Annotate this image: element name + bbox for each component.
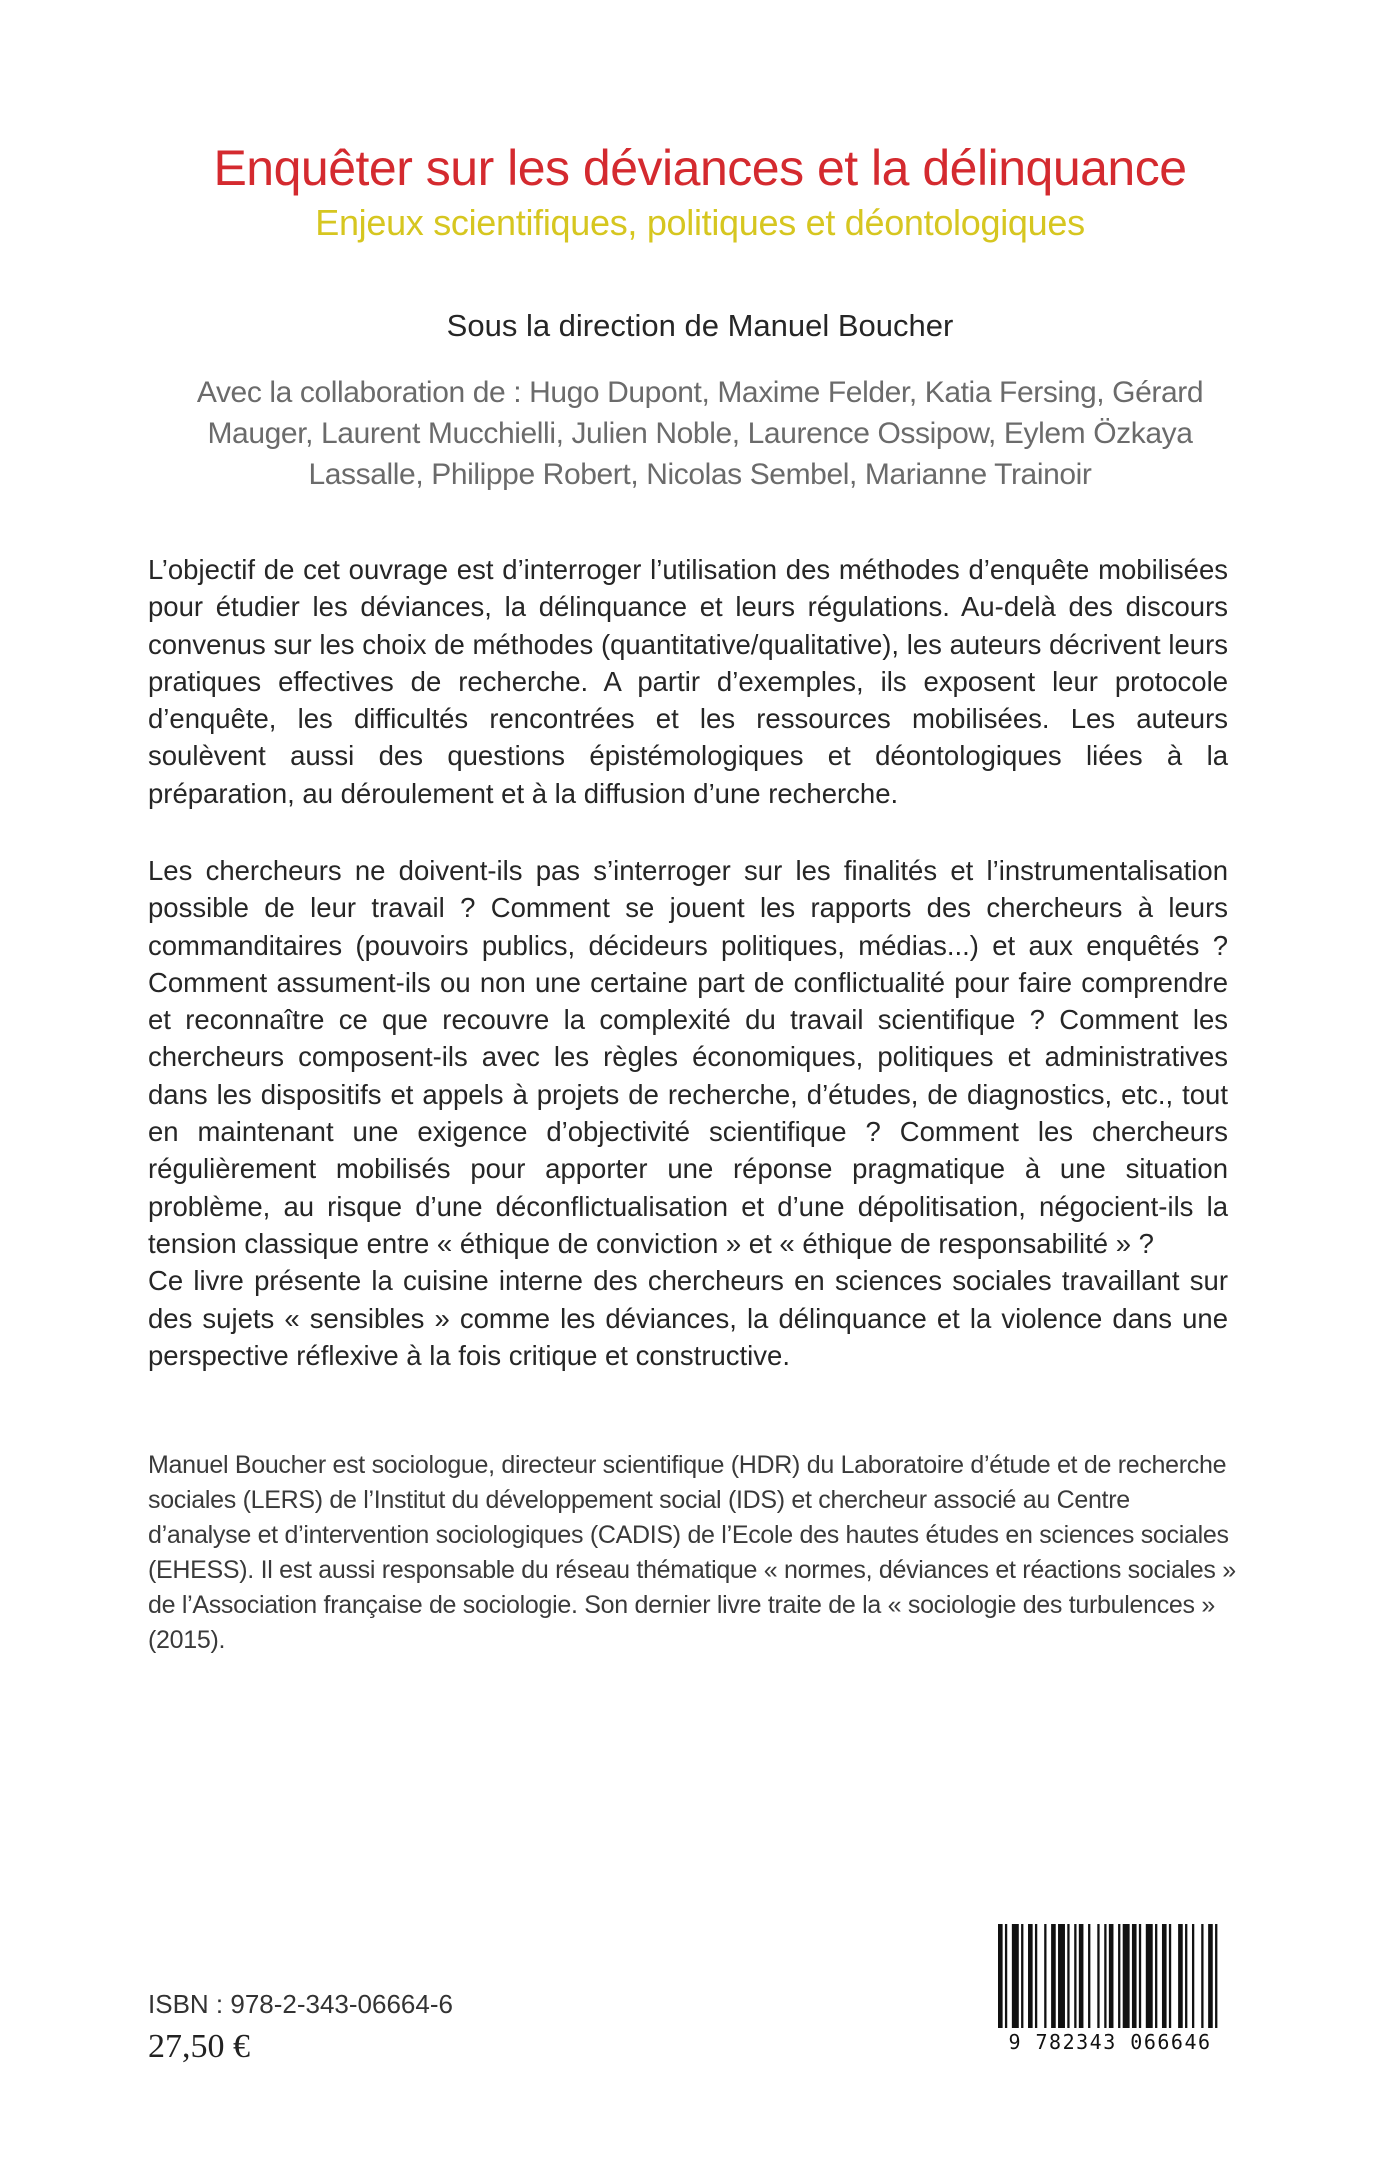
barcode-bar xyxy=(1123,1924,1130,2036)
barcode-bar xyxy=(1051,1924,1056,2036)
barcode-bar xyxy=(1079,1924,1084,2036)
barcode-bar xyxy=(1132,1924,1137,2036)
barcode-bar xyxy=(1067,1924,1069,2036)
barcode-bar xyxy=(1104,1924,1106,2036)
barcode-bar xyxy=(1021,1924,1023,2036)
book-subtitle: Enjeux scientifiques, politiques et déontologiques xyxy=(315,202,1085,243)
barcode-bar xyxy=(1185,1924,1187,2036)
barcode-bar xyxy=(1058,1924,1065,2036)
barcode-bar xyxy=(1146,1924,1153,2036)
summary-text-1: L’objectif de cet ouvrage est d’interroger l’utilisation des méthodes d’enquête mobilisées pour étudier les déviances, la délinquance et leurs régulations. Au-delà des discours convenus sur les choix de méthodes (quantitative/qualitative), les auteurs décrivent leurs pratiques effectives de recherche. A partir d’exemples, ils exposent leur protocole d’enquête, les difficultés rencontrées et les ressources mobilisées. Les auteurs soulèvent aussi des questions épistémologiques et déontologiques liées à la préparation, au déroulement et à la diffusion d’une recherche. xyxy=(148,554,1228,809)
barcode-bar xyxy=(1074,1924,1076,2036)
barcode-bar xyxy=(1178,1924,1183,2036)
price: 27,50 € xyxy=(148,2028,250,2065)
barcode-bar xyxy=(1012,1924,1019,2036)
barcode-bar xyxy=(1215,1924,1217,2036)
barcode-bars xyxy=(998,1924,1222,2036)
contributors-list: Avec la collaboration de : Hugo Dupont, Maxime Felder, Katia Fersing, Gérard Mauger, Laurent Mucchielli, Julien Noble, Laurence Ossipow, Eylem Özkaya Lassalle, Philippe Robert, Nicolas Sembel, Marianne Trainoir xyxy=(196,376,1204,491)
barcode-bar xyxy=(1118,1924,1120,2036)
summary-text-2: Les chercheurs ne doivent-ils pas s’interroger sur les finalités et l’instrumentalisation possible de leur travail ? Comment se jouent les rapports des chercheurs à leurs commanditaires (pouvoirs publics, décideurs politiques, médias...) et aux enquêtés ? Comment assument-ils ou non une certaine part de conflictualité pour faire comprendre et reconnaître ce que recouvre la complexité du travail scientifique ? Comment les chercheurs composent-ils avec les règles économiques, politiques et administratives dans les dispositifs et appels à projets de recherche, d’études, de diagnostics, etc., tout en maintenant une exigence d’objectivité scientifique ? Comment les chercheurs régulièrement mobilisés pour apporter une réponse pragmatique à une situation problème, au risque d’une déconflictualisation et d’une dépolitisation, négocient-ils la tension classique entre « éthique de conviction » et « éthique de responsabilité » ? xyxy=(148,855,1228,1259)
barcode-bar xyxy=(1162,1924,1167,2036)
barcode-digits: 9 782343 066646 xyxy=(990,2028,1230,2056)
barcode-bar xyxy=(1028,1924,1033,2036)
barcode-bar xyxy=(1088,1924,1090,2036)
summary-paragraph-2 xyxy=(148,852,1228,1374)
barcode-bar xyxy=(1208,1924,1213,2036)
barcode xyxy=(990,1924,1230,2058)
barcode-bar xyxy=(1005,1924,1007,2036)
barcode-bar xyxy=(998,1924,1003,2036)
book-title: Enquêter sur les déviances et la délinquance xyxy=(213,140,1187,196)
barcode-bar xyxy=(1097,1924,1099,2036)
isbn: ISBN : 978-2-343-06664-6 xyxy=(148,1989,453,2019)
summary-text-3: Ce livre présente la cuisine interne des chercheurs en sciences sociales travaillant sur des sujets « sensibles » comme les déviances, la délinquance et la violence dans une perspective réflexive à la fois critique et constructive. xyxy=(148,1265,1228,1371)
barcode-bar xyxy=(1044,1924,1046,2036)
barcode-bar xyxy=(1035,1924,1037,2036)
barcode-bar xyxy=(1155,1924,1157,2036)
summary-paragraph-1 xyxy=(148,551,1228,812)
barcode-bar xyxy=(1192,1924,1194,2036)
barcode-bar xyxy=(1201,1924,1203,2036)
barcode-bar xyxy=(1169,1924,1171,2036)
barcode-bar xyxy=(1139,1924,1141,2036)
barcode-bar xyxy=(1109,1924,1114,2036)
author-bio: Manuel Boucher est sociologue, directeur scientifique (HDR) du Laboratoire d’étude et de recherche sociales (LERS) de l’Institut du développement social (IDS) et chercheur associé au Centre d’analyse et d’intervention sociologiques (CADIS) de l’Ecole des hautes études en sciences sociales (EHESS). Il est aussi responsable du réseau thématique « normes, déviances et réactions sociales » de l’Association française de sociologie. Son dernier livre traite de la « sociologie des turbulences » (2015). xyxy=(148,1451,1236,1654)
editor-line: Sous la direction de Manuel Boucher xyxy=(446,308,954,343)
